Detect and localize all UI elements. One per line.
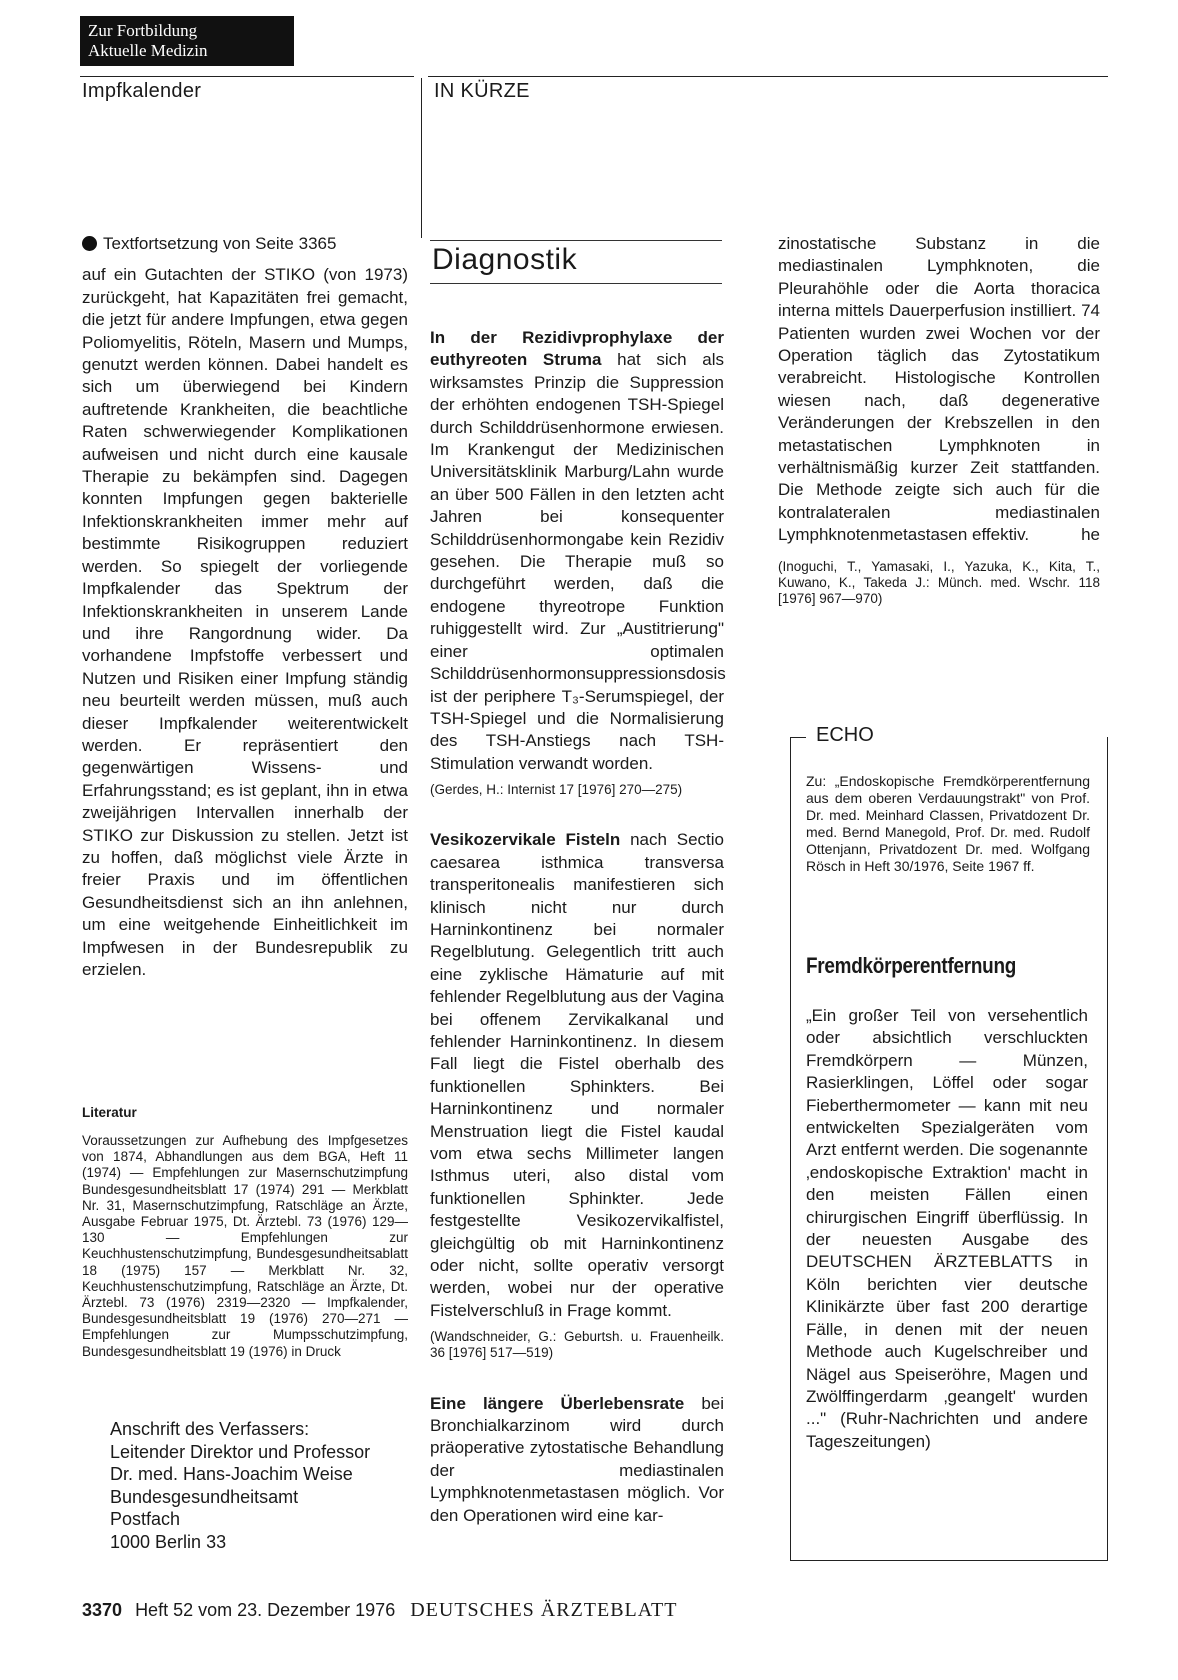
left-column bbox=[82, 233, 408, 981]
echo-label: ECHO bbox=[812, 724, 878, 747]
diagnostik-rule-bottom bbox=[430, 283, 722, 284]
badge-line-1: Zur Fortbildung bbox=[88, 21, 198, 40]
header-rule-left bbox=[80, 76, 414, 77]
echo-title: Fremdkörperentfernung bbox=[806, 953, 1017, 978]
masthead: DEUTSCHES ÄRZTEBLATT bbox=[410, 1599, 678, 1621]
article-bronchial-lead: Eine längere Überlebensrate bbox=[430, 1393, 685, 1413]
address-line: Bundesgesundheitsamt bbox=[110, 1486, 299, 1507]
echo-body-text: „Ein großer Teil von versehentlich oder absichtlich verschluckten Fremdkörpern — Münzen, Rasierklingen, Löffel oder sogar Fieberthermometer — kann mit neu entwickelten Spezialgeräten vom Arzt entfernt werden. Die sogenannte ‚endoskopische Extraktion' macht in den meisten Fällen einen chirurgischen Eingriff überflüssig. In der neuesten Ausgabe des DEUTSCHEN ÄRZTEBLATTS in Köln berichten vier deutsche Klinikärzte über fast 200 derartige Fälle, in denen mit der neuen Methode auch Kugelschreiber und Nägel aus Speiseröhre, Magen und Zwölffingerdarm ‚geangelt' wurden ..." (Ruhr-Nachrichten und andere Tageszeitungen) bbox=[806, 1006, 1088, 1451]
article-struma-lead: In der Rezidivprophylaxe der euthyreoten Struma bbox=[430, 328, 724, 370]
left-section-title: Impfkalender bbox=[82, 80, 202, 102]
section-badge bbox=[80, 16, 294, 66]
issue-info: Heft 52 vom 23. Dezember 1976 bbox=[135, 1600, 396, 1620]
author-address bbox=[110, 1418, 410, 1553]
address-line: Postfach bbox=[110, 1509, 181, 1529]
header-rule-right bbox=[428, 76, 1108, 77]
echo-box-left-rule bbox=[790, 737, 791, 1561]
badge-line-2: Aktuelle Medizin bbox=[88, 41, 208, 60]
echo-box-top-rule bbox=[790, 737, 806, 738]
article-bronchial bbox=[430, 1393, 724, 1527]
article-bronchial-body: bei Bronchialkarzinom wird durch präoperative zytostatische Behandlung der mediastinalen Lymphknotenmetastasen möglich. Vor den Operationen wird eine kar- bbox=[430, 1393, 724, 1525]
bullet-icon bbox=[82, 236, 97, 251]
address-line: Leitender Direktor und Professor bbox=[110, 1441, 371, 1462]
address-line: Anschrift des Verfassers: bbox=[110, 1419, 310, 1439]
section-divider bbox=[421, 78, 422, 238]
article-fisteln-body: nach Sectio caesarea isthmica transversa transperitonealis manifestieren sich klinisch nicht nur durch Harninkontinenz bei normaler Regelblutung. Gelegentlich tritt auch eine zyklische Hämaturie auf mit fehlender Regelblutung aus der Vagina bei offenem Zervikalkanal und fehlender Harninkontinenz. In diesem Fall liegt die Fistel oberhalb des funktionellen Sphinkters. Bei Harninkontinenz und normaler Menstruation liegt die Fistel kaudal vom etwa sechs Millimeter langen Isthmus uteri, also distal vom funktionellen Sphinkter. Jede festgestellte Vesikozervikalfistel, gleichgültig ob mit Harninkontinenz oder nicht, sollte operativ versorgt werden, wobei nur der operative Fistelverschluß in Frage kommt. bbox=[430, 830, 724, 1320]
address-line: 1000 Berlin 33 bbox=[110, 1531, 227, 1552]
article-fisteln bbox=[430, 829, 724, 1322]
page-number: 3370 bbox=[82, 1600, 123, 1620]
article-bronchial-signature: he bbox=[1081, 525, 1100, 545]
middle-column bbox=[430, 327, 724, 1527]
address-line: Dr. med. Hans-Joachim Weise bbox=[110, 1464, 353, 1484]
literatur-text: Voraussetzungen zur Aufhebung des Impfgesetzes von 1874, Abhandlungen aus dem BGA, Heft 11 (1974) — Empfehlungen zur Masernschutzimpfung Bundesgesundheitsblatt 17 (1974) 291 — Merkblatt Nr. 31, Masernschutzimpfung, Ratschläge an Ärzte, Ausgabe Februar 1975, Dt. Ärztebl. 73 (1976) 129—130 — Empfehlungen zur Keuchhustenschutzimpfung, Bundesgesundheitsablatt 18 (1975) 157 — Merkblatt Nr. 32, Keuchhustenschutzimpfung, Ratschläge an Ärzte, Dt. Ärztebl. 73 (1976) 2319—2320 — Impfkalender, Bundesgesundheitsblatt 19 (1976) 270—271 — Empfehlungen zur Mumpsschutzimpfung, Bundesgesundheitsblatt 19 (1976) in Druck bbox=[82, 1133, 408, 1359]
left-body-text: auf ein Gutachten der STIKO (von 1973) zurückgeht, hat Kapazitäten frei gemacht, die jetzt für andere Impfungen, etwa gegen Poliomyelitis, Röteln, Masern und Mumps, genutzt werden können. Dabei handelt es sich um überwiegend bei Kindern auftretende Krankheiten, die beachtliche Raten schwerwiegender Komplikationen aufweisen und nicht durch eine kausale Therapie zu bekämpfen sind. Dagegen konnten Impfungen gegen bakterielle Infektionskrankheiten immer mehr auf bestimmte Risikogruppen reduziert werden. So spiegelt der vorliegende Impfkalender das Spektrum der Infektionskrankheiten in unserem Lande und ihre Rangordnung wider. Da vorhandene Impfstoffe verbessert und Nutzen und Risiken einer Impfung ständig neu beurteilt werden müssen, muß auch dieser Impfkalender weiterentwickelt werden. Er repräsentiert den gegenwärtigen Wissens- und Erfahrungsstand; es ist geplant, ihn in etwa zweijährigen Intervallen innerhalb der STIKO zur Diskussion zu stellen. Jetzt ist zu hoffen, daß möglichst viele Ärzte in freier Praxis und im öffentlichen Gesundheitsdienst sich an ihn anlehnen, um eine weitgehende Einheitlichkeit im Impfwesen in der Bundesrepublik zu erzielen. bbox=[82, 265, 408, 979]
right-section-title: IN KÜRZE bbox=[434, 80, 530, 102]
diagnostik-title: Diagnostik bbox=[432, 243, 578, 276]
right-column bbox=[778, 233, 1100, 607]
article-bronchial-continued: zinostatische Substanz in die mediastinalen Lymphknoten, die Pleurahöhle oder die Aorta thoracica interna mittels Dauerperfusion instilliert. 74 Patienten wurden zwei Wochen vor der Operation täglich das Zytostatikum verabreicht. Histologische Kontrollen wiesen nach, daß degenerative Veränderungen der Krebszellen in den metastatischen Lymphknoten in verhältnismäßig kurzer Zeit stattfanden. Die Methode zeigte sich auch für die kontralateralen mediastinalen Lymphknotenmetastasen effektiv. bbox=[778, 234, 1100, 545]
article-fisteln-ref: (Wandschneider, G.: Geburtsh. u. Frauenheilk. 36 [1976] 517—519) bbox=[430, 1329, 724, 1361]
literatur-heading: Literatur bbox=[82, 1105, 137, 1120]
article-fisteln-lead: Vesikozervikale Fisteln bbox=[430, 830, 621, 850]
page-footer bbox=[82, 1599, 677, 1622]
echo-body bbox=[806, 1005, 1088, 1453]
echo-intro: Zu: „Endoskopische Fremdkörperentfernung aus dem oberen Verdauungstrakt" von Prof. Dr. med. Meinhard Classen, Privatdozent Dr. med. Bernd Manegold, Prof. Dr. med. Rudolf Ottenjann, Privatdozent Dr. med. Wolfgang Rösch in Heft 30/1976, Seite 1967 ff. bbox=[806, 773, 1090, 874]
article-bronchial-ref: (Inoguchi, T., Yamasaki, I., Yazuka, K., Kita, T., Kuwano, K., Takeda J.: Münch. med. Wschr. 118 [1976] 967—970) bbox=[778, 558, 1100, 607]
article-struma-ref: (Gerdes, H.: Internist 17 [1976] 270—275) bbox=[430, 782, 683, 798]
diagnostik-rule-top bbox=[430, 240, 722, 241]
continuation-note: Textfortsetzung von Seite 3365 bbox=[82, 233, 408, 255]
article-struma-body: hat sich als wirksamstes Prinzip die Suppression der erhöhten endogenen TSH-Spiegel durch Schilddrüsenhormone erwiesen. Im Krankengut der Medizinischen Universitätsklinik Marburg/Lahn wurde an über 500 Fällen in den letzten acht Jahren bei konsequenter Schilddrüsenhormongabe kein Rezidiv gesehen. Die Therapie muß so durchgeführt werden, daß die endogene thyreotrope Funktion ruhiggestellt wird. Zur „Austitrierung" einer optimalen Schilddrüsenhormonsuppressionsdosis ist der periphere T₃-Serumspiegel, der TSH-Spiegel und die Normalisierung des TSH-Anstiegs nach TSH-Stimulation verwandt worden. bbox=[430, 350, 726, 773]
article-struma bbox=[430, 327, 724, 775]
